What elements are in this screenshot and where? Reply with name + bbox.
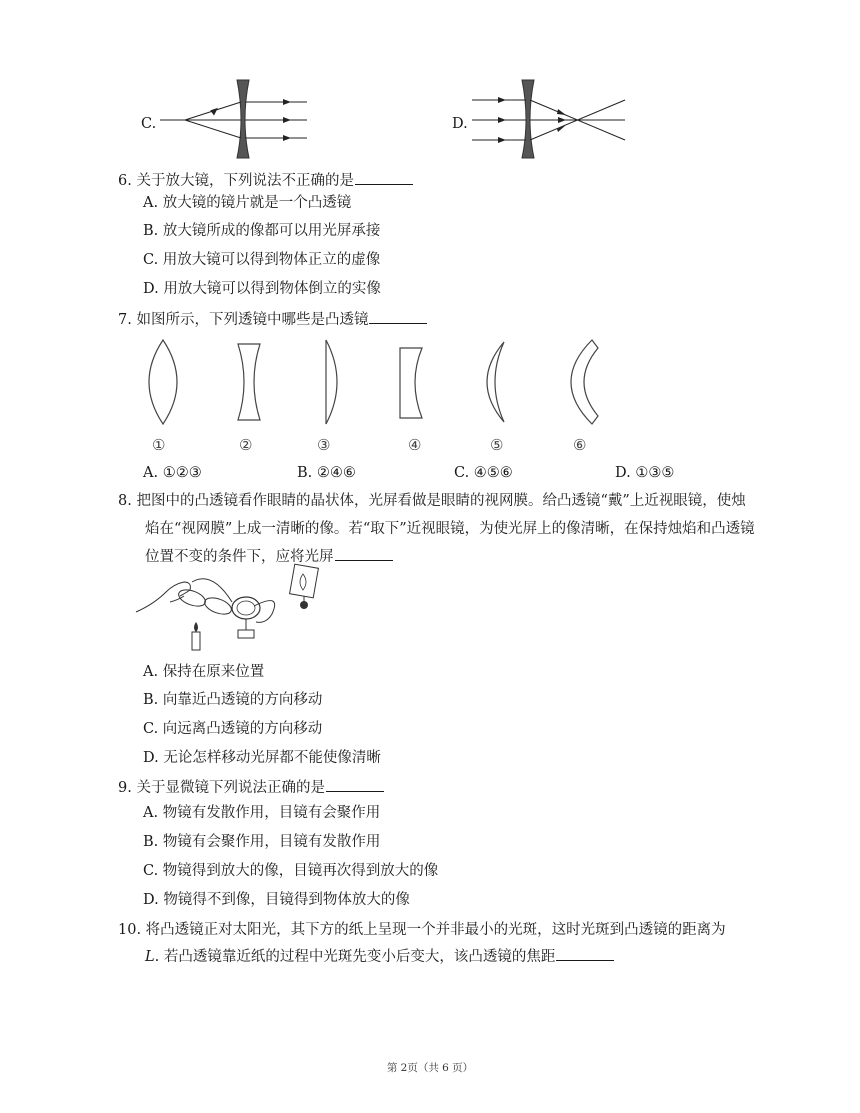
q8-option-b: B. 向靠近凸透镜的方向移动 xyxy=(143,692,323,708)
answer-blank[interactable] xyxy=(369,309,427,324)
option-d-label: D. xyxy=(452,116,468,132)
lens-5-meniscus-convex xyxy=(487,342,504,422)
q8-option-d: D. 无论怎样移动光屏都不能使像清晰 xyxy=(143,750,381,766)
q7-option-c: C. ④⑤⑥ xyxy=(454,465,513,481)
lens-label-6: ⑥ xyxy=(573,436,587,454)
q8-option-a: A. 保持在原来位置 xyxy=(143,664,265,680)
page-footer: 第 2页（共 6 页） xyxy=(386,1062,474,1074)
question-10-line-2: L. 若凸透镜靠近纸的过程中光斑先变小后变大，该凸透镜的焦距 xyxy=(145,946,614,967)
question-8-line-3: 位置不变的条件下，应将光屏 xyxy=(145,546,393,567)
q9-option-b: B. 物镜有会聚作用，目镜有发散作用 xyxy=(143,834,381,850)
variable-l: L xyxy=(145,949,155,965)
diagram-d-concave-lens-rays xyxy=(470,78,630,162)
lens-6-meniscus-concave xyxy=(571,340,598,424)
option-c-label: C. xyxy=(141,116,157,132)
question-9-stem: 9. 关于显微镜下列说法正确的是 xyxy=(118,777,384,798)
q9-option-a: A. 物镜有发散作用，目镜有会聚作用 xyxy=(143,805,381,821)
lens-label-5: ⑤ xyxy=(490,436,504,454)
eye-model-experiment-figure xyxy=(132,562,342,652)
q6-option-a: A. 放大镜的镜片就是一个凸透镜 xyxy=(143,195,352,211)
answer-blank[interactable] xyxy=(355,170,413,185)
answer-blank[interactable] xyxy=(326,777,384,792)
lens-label-4: ④ xyxy=(408,436,422,454)
q7-option-b: B. ②④⑥ xyxy=(297,465,356,481)
question-7-stem: 7. 如图所示，下列透镜中哪些是凸透镜 xyxy=(118,309,427,330)
lens-shapes-figure xyxy=(130,336,620,428)
lens-4-plano-concave xyxy=(400,348,422,418)
q6-option-d: D. 用放大镜可以得到物体倒立的实像 xyxy=(143,281,381,297)
lens-2-biconcave xyxy=(238,344,260,420)
answer-blank[interactable] xyxy=(335,546,393,561)
question-8-line-2: 焰在“视网膜”上成一清晰的像。若“取下”近视眼镜，为使光屏上的像清晰，在保持烛焰和凸透镜 xyxy=(145,521,755,537)
q9-option-c: C. 物镜得到放大的像，目镜再次得到放大的像 xyxy=(143,863,439,879)
q6-option-b: B. 放大镜所成的像都可以用光屏承接 xyxy=(143,223,381,239)
question-6-stem: 6. 关于放大镜，下列说法不正确的是 xyxy=(118,170,413,191)
lens-3-plano-convex xyxy=(326,340,337,424)
q7-option-a: A. ①②③ xyxy=(143,465,202,481)
diagram-c-concave-lens-rays xyxy=(155,78,315,162)
lens-label-2: ② xyxy=(239,436,253,454)
q9-option-d: D. 物镜得不到像，目镜得到物体放大的像 xyxy=(143,892,410,908)
q8-option-c: C. 向远离凸透镜的方向移动 xyxy=(143,721,323,737)
lens-1-biconvex xyxy=(149,340,177,424)
q6-option-c: C. 用放大镜可以得到物体正立的虚像 xyxy=(143,252,381,268)
lens-label-3: ③ xyxy=(317,436,331,454)
answer-blank[interactable] xyxy=(556,946,614,961)
lens-label-1: ① xyxy=(152,436,166,454)
q7-option-d: D. ①③⑤ xyxy=(615,465,675,481)
question-10-line-1: 10. 将凸透镜正对太阳光，其下方的纸上呈现一个并非最小的光斑，这时光斑到凸透镜的距离为 xyxy=(118,922,726,938)
question-8-line-1: 8. 把图中的凸透镜看作眼睛的晶状体，光屏看做是眼睛的视网膜。给凸透镜“戴”上近视眼镜，使烛 xyxy=(118,493,746,509)
